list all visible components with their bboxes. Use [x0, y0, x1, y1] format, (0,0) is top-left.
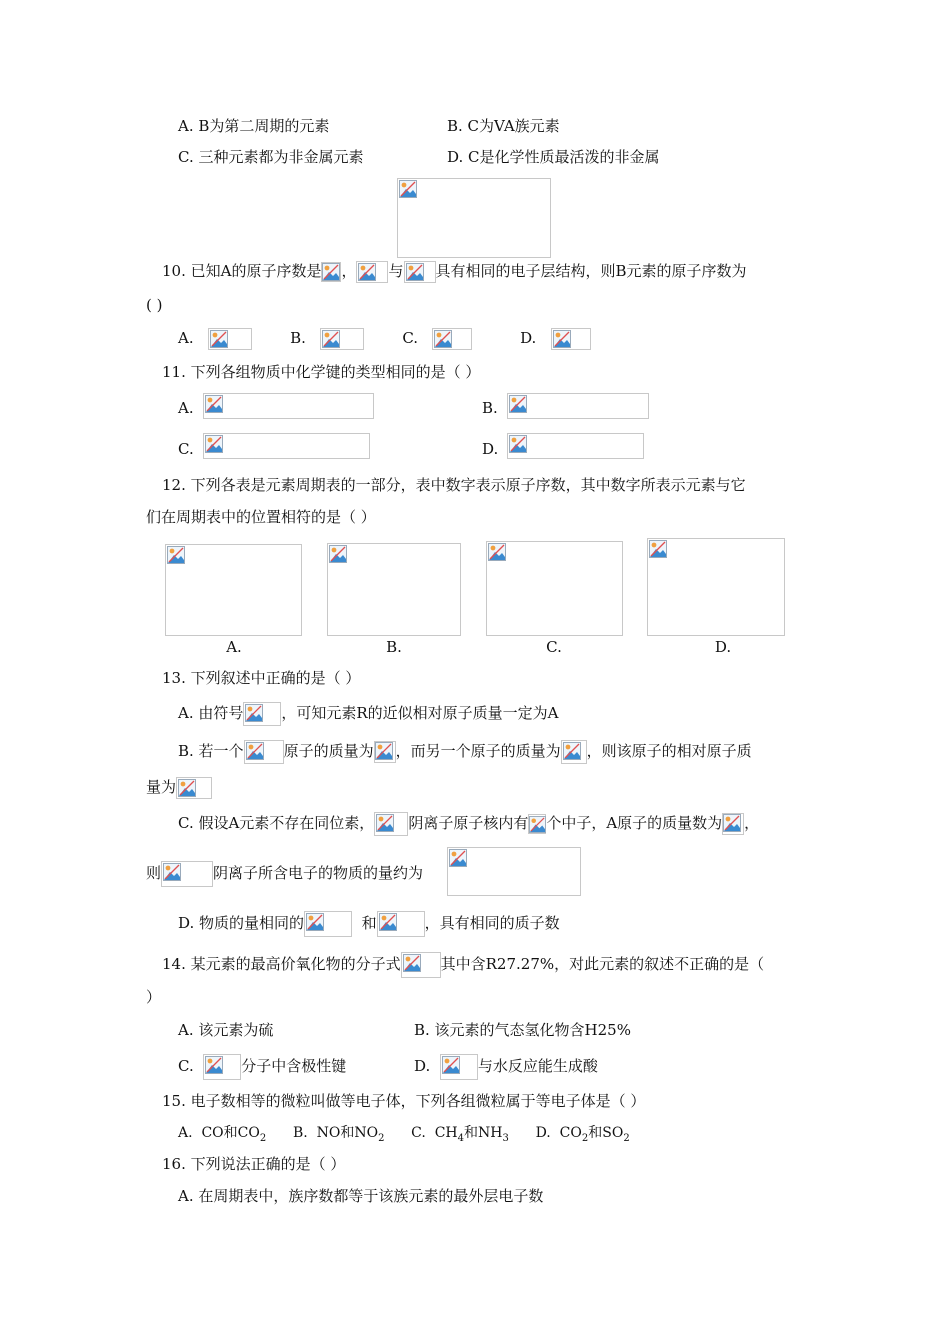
q9-option-d: D. C是化学性质最活泼的非金属	[447, 148, 660, 166]
formula-image	[320, 328, 364, 350]
broken-image-icon	[163, 863, 181, 881]
broken-image-icon	[322, 263, 340, 281]
q13-option-c-cont: 则 阴离子所含电子的物质的量约为	[146, 861, 423, 887]
q13-option-b-cont: 量为	[146, 776, 212, 799]
q13-option-d: D. 物质的量相同的 和 ，具有相同的质子数	[178, 911, 560, 937]
q16-option-a: A. 在周期表中，族序数都等于该族元素的最外层电子数	[178, 1187, 544, 1205]
q11-option-a-image	[203, 393, 374, 419]
formula-image	[551, 328, 591, 350]
q15-options: A. CO和$CO_2$ B. NO和$NO_2$ C. $CH_4$和$NH_3$ D. $CO_2$和$SO_2$	[178, 1125, 630, 1144]
q11-stem: 11. 下列各组物质中化学键的类型相同的是（ ）	[162, 363, 481, 381]
q12-caption-a: A.	[226, 638, 242, 656]
broken-image-icon	[205, 395, 223, 413]
q11-option-c-image	[203, 433, 370, 459]
broken-image-icon	[375, 742, 393, 760]
formula-image	[722, 813, 744, 835]
broken-image-icon	[553, 330, 571, 348]
broken-image-icon	[178, 779, 196, 797]
broken-image-icon	[205, 435, 223, 453]
broken-image-icon	[529, 816, 546, 833]
formula-image	[374, 741, 396, 763]
q12-table-d	[647, 538, 785, 636]
formula-image	[401, 952, 441, 978]
broken-image-icon	[434, 330, 452, 348]
broken-image-icon	[399, 180, 417, 198]
broken-image-icon	[403, 954, 421, 972]
q11-option-d-label: D.	[482, 440, 499, 458]
broken-image-icon	[210, 330, 228, 348]
formula-image	[356, 261, 388, 283]
q12-table-b	[327, 543, 461, 636]
broken-image-icon	[563, 742, 581, 760]
q9-option-c: C. 三种元素都为非金属元素	[178, 148, 364, 166]
q14-stem: 14. 某元素的最高价氧化物的分子式 其中含R27.27%，对此元素的叙述不正确的是（	[162, 952, 764, 978]
broken-image-icon	[322, 330, 340, 348]
q11-option-d-image	[507, 433, 644, 459]
q14-option-a: A. 该元素为硫	[178, 1021, 274, 1039]
q9-option-b: B. C为VA族元素	[447, 117, 560, 135]
q11-option-c-label: C.	[178, 440, 194, 458]
q12-table-a	[165, 544, 302, 636]
q14-stem-cont: ）	[146, 988, 162, 1006]
q12-caption-d: D.	[714, 638, 732, 656]
formula-image	[244, 740, 284, 764]
formula-image	[440, 1054, 478, 1080]
q9-option-a: A. B为第二周期的元素	[178, 117, 330, 135]
broken-image-icon	[376, 814, 394, 832]
broken-image-icon	[649, 540, 667, 558]
q13-option-c: C. 假设A元素不存在同位素， 阴离子原子核内有 个中子，A原子的质量数为 ，	[178, 812, 759, 836]
broken-image-icon	[509, 395, 527, 413]
q12-caption-b: B.	[386, 638, 402, 656]
formula-image	[203, 1054, 241, 1080]
q13-option-b: B. 若一个 原子的质量为 ，而另一个原子的质量为 ，则该原子的相对原子质	[178, 740, 752, 764]
q10-answer-paren: ( )	[146, 296, 163, 314]
q11-option-b-image	[507, 393, 649, 419]
formula-image	[374, 812, 408, 836]
broken-image-icon	[246, 742, 264, 760]
q13-stem: 13. 下列叙述中正确的是（ ）	[162, 669, 361, 687]
formula-image	[377, 911, 425, 937]
broken-image-icon	[488, 543, 506, 561]
broken-image-icon	[358, 263, 376, 281]
q13-option-a: A. 由符号 ，可知元素R的近似相对原子质量一定为A	[178, 702, 559, 726]
formula-image	[321, 262, 341, 282]
broken-image-icon	[329, 545, 347, 563]
q14-option-b: B. 该元素的气态氢化物含H25%	[414, 1021, 631, 1039]
formula-image	[176, 777, 212, 799]
formula-image	[432, 328, 472, 350]
q12-table-c	[486, 541, 623, 636]
q12-stem-line-2: 们在周期表中的位置相符的是（ ）	[146, 508, 376, 526]
broken-image-icon	[205, 1056, 223, 1074]
broken-image-icon	[306, 913, 324, 931]
q11-option-a-label: A.	[178, 399, 194, 417]
q13-option-c-answer-image	[447, 847, 581, 896]
broken-image-icon	[509, 435, 527, 453]
q10-options: A. B. C. D.	[178, 327, 591, 350]
formula-image	[528, 814, 546, 834]
formula-image	[561, 740, 587, 764]
formula-image	[404, 261, 436, 283]
q10-stem: 10. 已知A的原子序数是 ， 与 具有相同的电子层结构，则B元素的原子序数为	[162, 260, 747, 283]
q11-option-b-label: B.	[482, 399, 498, 417]
q16-stem: 16. 下列说法正确的是（ ）	[162, 1155, 346, 1173]
q14-option-c: C. 分子中含极性键	[178, 1054, 346, 1080]
formula-image	[304, 911, 352, 937]
broken-image-icon	[245, 704, 263, 722]
formula-image	[161, 861, 213, 887]
q14-option-d: D. 与水反应能生成酸	[414, 1054, 598, 1080]
formula-image	[208, 328, 252, 350]
broken-image-icon	[167, 546, 185, 564]
broken-image-icon	[723, 814, 741, 832]
formula-image	[243, 702, 281, 726]
q15-stem: 15. 电子数相等的微粒叫做等电子体，下列各组微粒属于等电子体是（ ）	[162, 1092, 646, 1110]
broken-image-icon	[406, 263, 424, 281]
q12-stem-line-1: 12. 下列各表是元素周期表的一部分，表中数字表示原子序数，其中数字所表示元素与它	[162, 476, 746, 494]
broken-image-icon	[449, 849, 467, 867]
q9-figure	[397, 178, 551, 258]
broken-image-icon	[442, 1056, 460, 1074]
q12-caption-c: C.	[546, 638, 562, 656]
broken-image-icon	[379, 913, 397, 931]
